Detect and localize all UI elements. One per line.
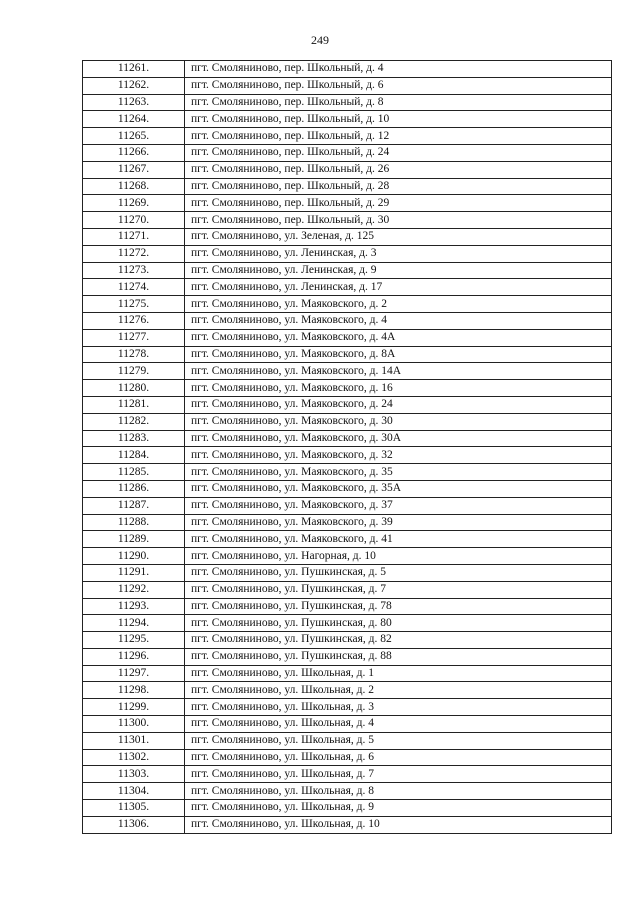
address-cell: пгт. Смоляниново, пер. Школьный, д. 4 (185, 61, 612, 78)
row-number-cell: 11290. (83, 548, 185, 565)
address-cell: пгт. Смоляниново, пер. Школьный, д. 28 (185, 178, 612, 195)
row-number-cell: 11293. (83, 598, 185, 615)
address-cell: пгт. Смоляниново, ул. Маяковского, д. 16 (185, 380, 612, 397)
table-row (83, 161, 612, 178)
address-cell: пгт. Смоляниново, ул. Нагорная, д. 10 (185, 548, 612, 565)
table-row (83, 564, 612, 581)
address-cell: пгт. Смоляниново, ул. Пушкинская, д. 88 (185, 648, 612, 665)
address-cell: пгт. Смоляниново, ул. Маяковского, д. 4А (185, 329, 612, 346)
table-row (83, 665, 612, 682)
row-number-cell: 11298. (83, 682, 185, 699)
table-row (83, 144, 612, 161)
address-cell: пгт. Смоляниново, ул. Школьная, д. 10 (185, 816, 612, 833)
table-row (83, 329, 612, 346)
table-row (83, 212, 612, 229)
row-number-cell: 11289. (83, 531, 185, 548)
row-number-cell: 11300. (83, 716, 185, 733)
address-cell: пгт. Смоляниново, ул. Ленинская, д. 9 (185, 262, 612, 279)
table-row (83, 615, 612, 632)
table-row (83, 682, 612, 699)
page-number: 249 (311, 33, 329, 47)
address-cell: пгт. Смоляниново, пер. Школьный, д. 30 (185, 212, 612, 229)
row-number-cell: 11262. (83, 77, 185, 94)
row-number-cell: 11303. (83, 766, 185, 783)
address-cell: пгт. Смоляниново, ул. Школьная, д. 2 (185, 682, 612, 699)
address-cell: пгт. Смоляниново, ул. Маяковского, д. 39 (185, 514, 612, 531)
table-row (83, 531, 612, 548)
row-number-cell: 11302. (83, 749, 185, 766)
row-number-cell: 11279. (83, 363, 185, 380)
table-row (83, 514, 612, 531)
table-row (83, 447, 612, 464)
row-number-cell: 11288. (83, 514, 185, 531)
table-row (83, 632, 612, 649)
row-number-cell: 11263. (83, 94, 185, 111)
address-cell: пгт. Смоляниново, пер. Школьный, д. 8 (185, 94, 612, 111)
table-row (83, 480, 612, 497)
row-number-cell: 11278. (83, 346, 185, 363)
row-number-cell: 11291. (83, 564, 185, 581)
table-row (83, 800, 612, 817)
row-number-cell: 11284. (83, 447, 185, 464)
address-cell: пгт. Смоляниново, ул. Ленинская, д. 17 (185, 279, 612, 296)
row-number-cell: 11292. (83, 581, 185, 598)
row-number-cell: 11270. (83, 212, 185, 229)
row-number-cell: 11295. (83, 632, 185, 649)
address-cell: пгт. Смоляниново, ул. Пушкинская, д. 5 (185, 564, 612, 581)
address-cell: пгт. Смоляниново, ул. Маяковского, д. 30А (185, 430, 612, 447)
address-cell: пгт. Смоляниново, ул. Школьная, д. 9 (185, 800, 612, 817)
row-number-cell: 11287. (83, 497, 185, 514)
table-row (83, 262, 612, 279)
table-row (83, 61, 612, 78)
table-row (83, 279, 612, 296)
table-row (83, 296, 612, 313)
address-cell: пгт. Смоляниново, ул. Пушкинская, д. 80 (185, 615, 612, 632)
table-row (83, 195, 612, 212)
address-table (82, 60, 612, 834)
row-number-cell: 11277. (83, 329, 185, 346)
table-row (83, 581, 612, 598)
row-number-cell: 11301. (83, 732, 185, 749)
row-number-cell: 11282. (83, 413, 185, 430)
row-number-cell: 11286. (83, 480, 185, 497)
row-number-cell: 11273. (83, 262, 185, 279)
table-row (83, 245, 612, 262)
table-row (83, 816, 612, 833)
address-cell: пгт. Смоляниново, ул. Школьная, д. 6 (185, 749, 612, 766)
address-cell: пгт. Смоляниново, ул. Маяковского, д. 8А (185, 346, 612, 363)
row-number-cell: 11275. (83, 296, 185, 313)
row-number-cell: 11306. (83, 816, 185, 833)
row-number-cell: 11283. (83, 430, 185, 447)
table-row (83, 396, 612, 413)
table-row (83, 716, 612, 733)
address-cell: пгт. Смоляниново, ул. Зеленая, д. 125 (185, 228, 612, 245)
address-cell: пгт. Смоляниново, ул. Пушкинская, д. 7 (185, 581, 612, 598)
address-cell: пгт. Смоляниново, ул. Пушкинская, д. 82 (185, 632, 612, 649)
address-cell: пгт. Смоляниново, ул. Маяковского, д. 24 (185, 396, 612, 413)
address-cell: пгт. Смоляниново, пер. Школьный, д. 26 (185, 161, 612, 178)
table-row (83, 228, 612, 245)
table-row (83, 346, 612, 363)
row-number-cell: 11269. (83, 195, 185, 212)
table-row (83, 783, 612, 800)
table-row (83, 312, 612, 329)
row-number-cell: 11265. (83, 128, 185, 145)
row-number-cell: 11268. (83, 178, 185, 195)
row-number-cell: 11304. (83, 783, 185, 800)
address-cell: пгт. Смоляниново, пер. Школьный, д. 10 (185, 111, 612, 128)
row-number-cell: 11305. (83, 800, 185, 817)
address-cell: пгт. Смоляниново, ул. Маяковского, д. 35 (185, 464, 612, 481)
address-cell: пгт. Смоляниново, ул. Пушкинская, д. 78 (185, 598, 612, 615)
table-row (83, 128, 612, 145)
table-row (83, 94, 612, 111)
row-number-cell: 11274. (83, 279, 185, 296)
row-number-cell: 11261. (83, 61, 185, 78)
table-row (83, 766, 612, 783)
row-number-cell: 11276. (83, 312, 185, 329)
table-row (83, 77, 612, 94)
address-cell: пгт. Смоляниново, ул. Школьная, д. 8 (185, 783, 612, 800)
table-row (83, 178, 612, 195)
table-row (83, 363, 612, 380)
address-table-body (83, 61, 612, 834)
row-number-cell: 11272. (83, 245, 185, 262)
address-cell: пгт. Смоляниново, ул. Школьная, д. 3 (185, 699, 612, 716)
address-cell: пгт. Смоляниново, ул. Маяковского, д. 2 (185, 296, 612, 313)
address-cell: пгт. Смоляниново, пер. Школьный, д. 29 (185, 195, 612, 212)
address-cell: пгт. Смоляниново, ул. Школьная, д. 4 (185, 716, 612, 733)
address-cell: пгт. Смоляниново, ул. Маяковского, д. 41 (185, 531, 612, 548)
table-row (83, 464, 612, 481)
address-cell: пгт. Смоляниново, ул. Школьная, д. 7 (185, 766, 612, 783)
address-cell: пгт. Смоляниново, ул. Маяковского, д. 4 (185, 312, 612, 329)
address-cell: пгт. Смоляниново, ул. Ленинская, д. 3 (185, 245, 612, 262)
table-row (83, 699, 612, 716)
address-cell: пгт. Смоляниново, ул. Маяковского, д. 35А (185, 480, 612, 497)
table-row (83, 598, 612, 615)
table-row (83, 111, 612, 128)
table-row (83, 497, 612, 514)
address-cell: пгт. Смоляниново, ул. Школьная, д. 5 (185, 732, 612, 749)
row-number-cell: 11299. (83, 699, 185, 716)
row-number-cell: 11296. (83, 648, 185, 665)
table-row (83, 430, 612, 447)
address-cell: пгт. Смоляниново, ул. Маяковского, д. 30 (185, 413, 612, 430)
row-number-cell: 11266. (83, 144, 185, 161)
address-cell: пгт. Смоляниново, ул. Маяковского, д. 14А (185, 363, 612, 380)
address-cell: пгт. Смоляниново, ул. Маяковского, д. 37 (185, 497, 612, 514)
table-row (83, 413, 612, 430)
row-number-cell: 11285. (83, 464, 185, 481)
address-cell: пгт. Смоляниново, пер. Школьный, д. 24 (185, 144, 612, 161)
row-number-cell: 11294. (83, 615, 185, 632)
row-number-cell: 11297. (83, 665, 185, 682)
address-cell: пгт. Смоляниново, пер. Школьный, д. 6 (185, 77, 612, 94)
address-cell: пгт. Смоляниново, ул. Школьная, д. 1 (185, 665, 612, 682)
table-row (83, 548, 612, 565)
row-number-cell: 11264. (83, 111, 185, 128)
row-number-cell: 11281. (83, 396, 185, 413)
address-cell: пгт. Смоляниново, ул. Маяковского, д. 32 (185, 447, 612, 464)
row-number-cell: 11267. (83, 161, 185, 178)
table-row (83, 749, 612, 766)
table-row (83, 732, 612, 749)
table-row (83, 648, 612, 665)
row-number-cell: 11280. (83, 380, 185, 397)
row-number-cell: 11271. (83, 228, 185, 245)
address-cell: пгт. Смоляниново, пер. Школьный, д. 12 (185, 128, 612, 145)
table-row (83, 380, 612, 397)
